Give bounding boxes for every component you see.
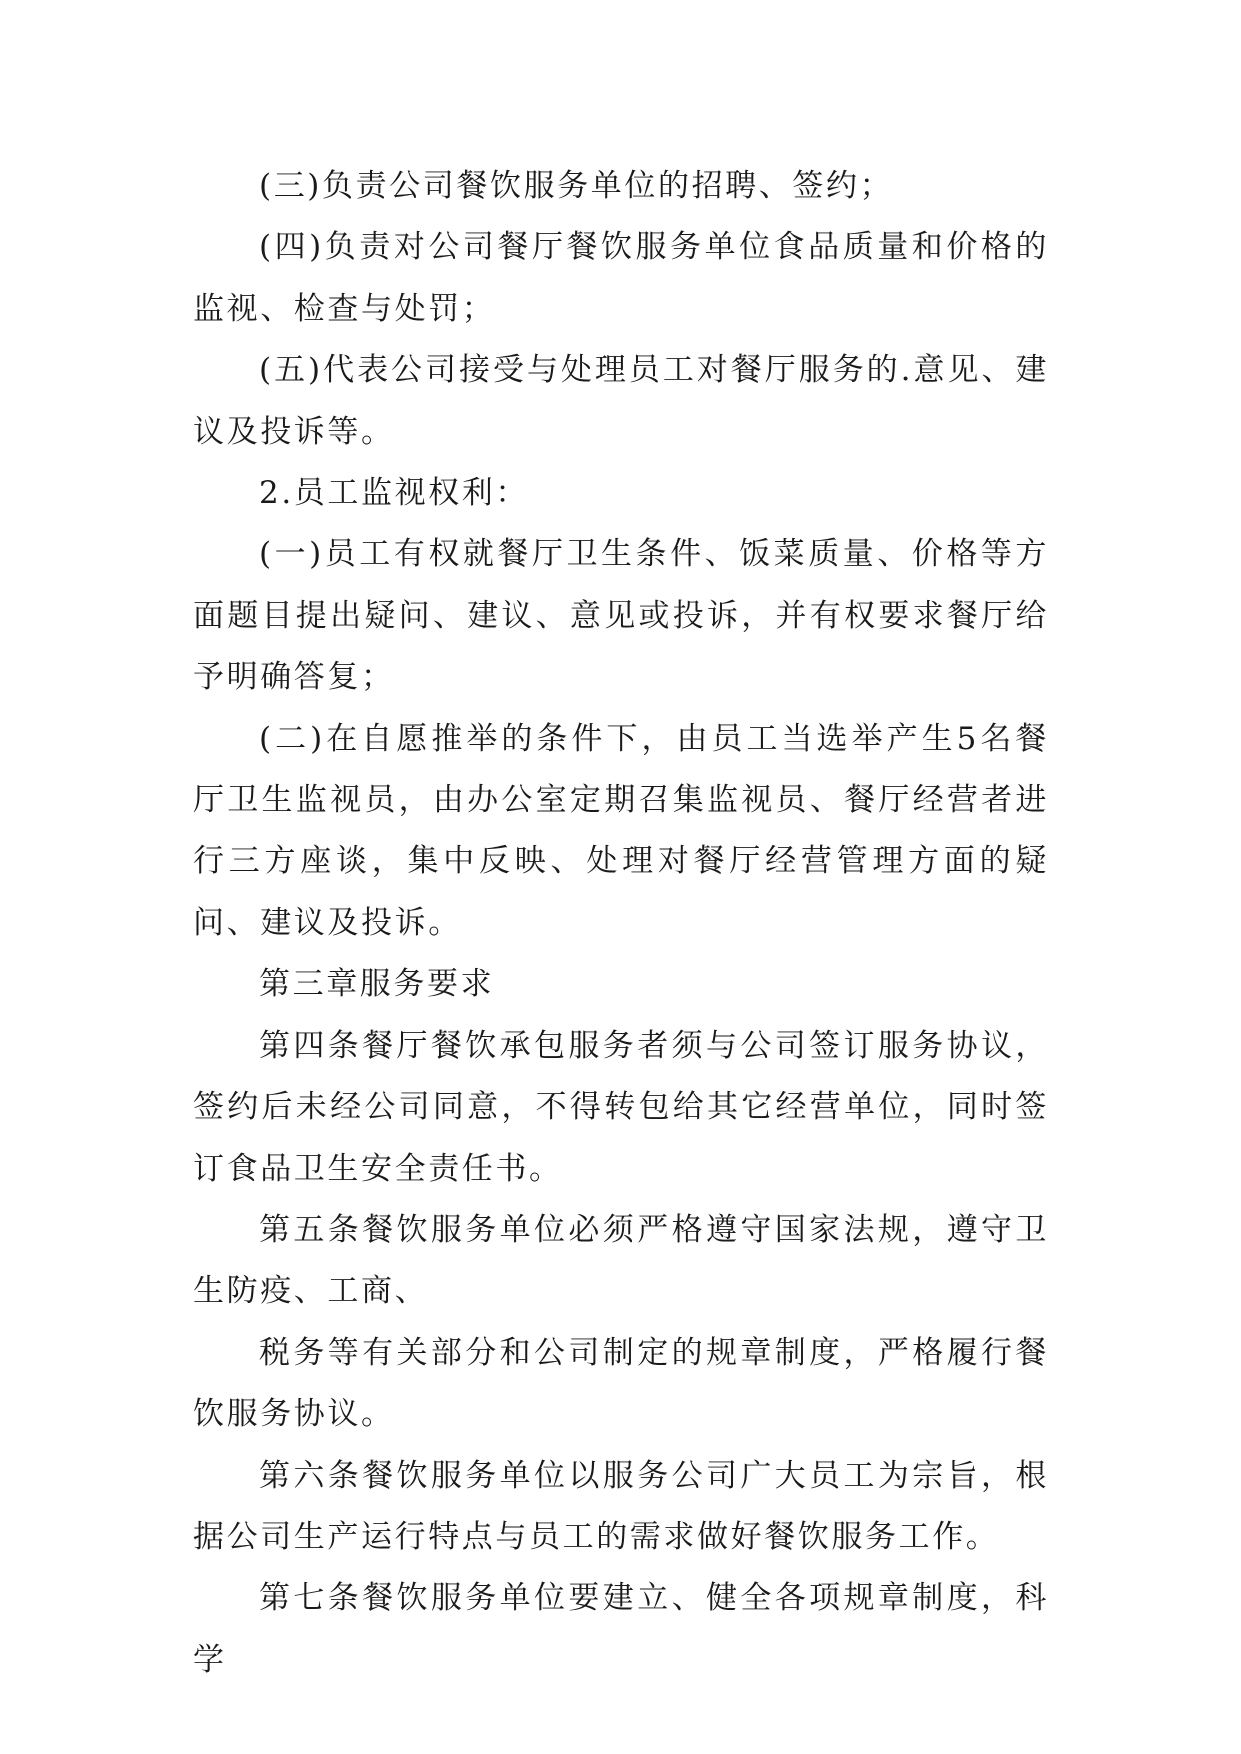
paragraph-item-4: (四)负责对公司餐厅餐饮服务单位食品质量和价格的监视、检查与处罚； (193, 229, 1049, 327)
article-5-continued: 税务等有关部分和公司制定的规章制度，严格履行餐饮服务协议。 (193, 1334, 1049, 1433)
paragraph-item-5: (五)代表公司接受与处理员工对餐厅服务的.意见、建议及投诉等。 (193, 352, 1049, 450)
article-5: 第五条餐饮服务单位必须严格遵守国家法规，遵守卫生防疫、工商、 (193, 1211, 1049, 1310)
article-4: 第四条餐厅餐饮承包服务者须与公司签订服务协议，签约后未经公司同意，不得转包给其它经营单位，同时签订食品卫生安全责任书。 (193, 1027, 1049, 1187)
article-6: 第六条餐饮服务单位以服务公司广大员工为宗旨，根据公司生产运行特点与员工的需求做好餐饮服务工作。 (193, 1457, 1049, 1555)
article-7: 第七条餐饮服务单位要建立、健全各项规章制度，科学 (193, 1580, 1049, 1678)
paragraph-item-3: (三)负责公司餐饮服务单位的招聘、签约； (259, 168, 894, 204)
paragraph-rights-2: (二)在自愿推举的条件下，由员工当选举产生5名餐厅卫生监视员，由办公室定期召集监视员、餐厅经营者进行三方座谈，集中反映、处理对餐厅经营管理方面的疑问、建议及投诉。 (193, 720, 1049, 941)
chapter-heading: 第三章服务要求 (259, 966, 495, 1003)
paragraph-heading-rights: 2.员工监视权利： (259, 475, 529, 512)
paragraph-rights-1: (一)员工有权就餐厅卫生条件、饭菜质量、价格等方面题目提出疑问、建议、意见或投诉，并有权要求餐厅给予明确答复； (193, 536, 1049, 696)
document-body (193, 156, 1049, 1691)
